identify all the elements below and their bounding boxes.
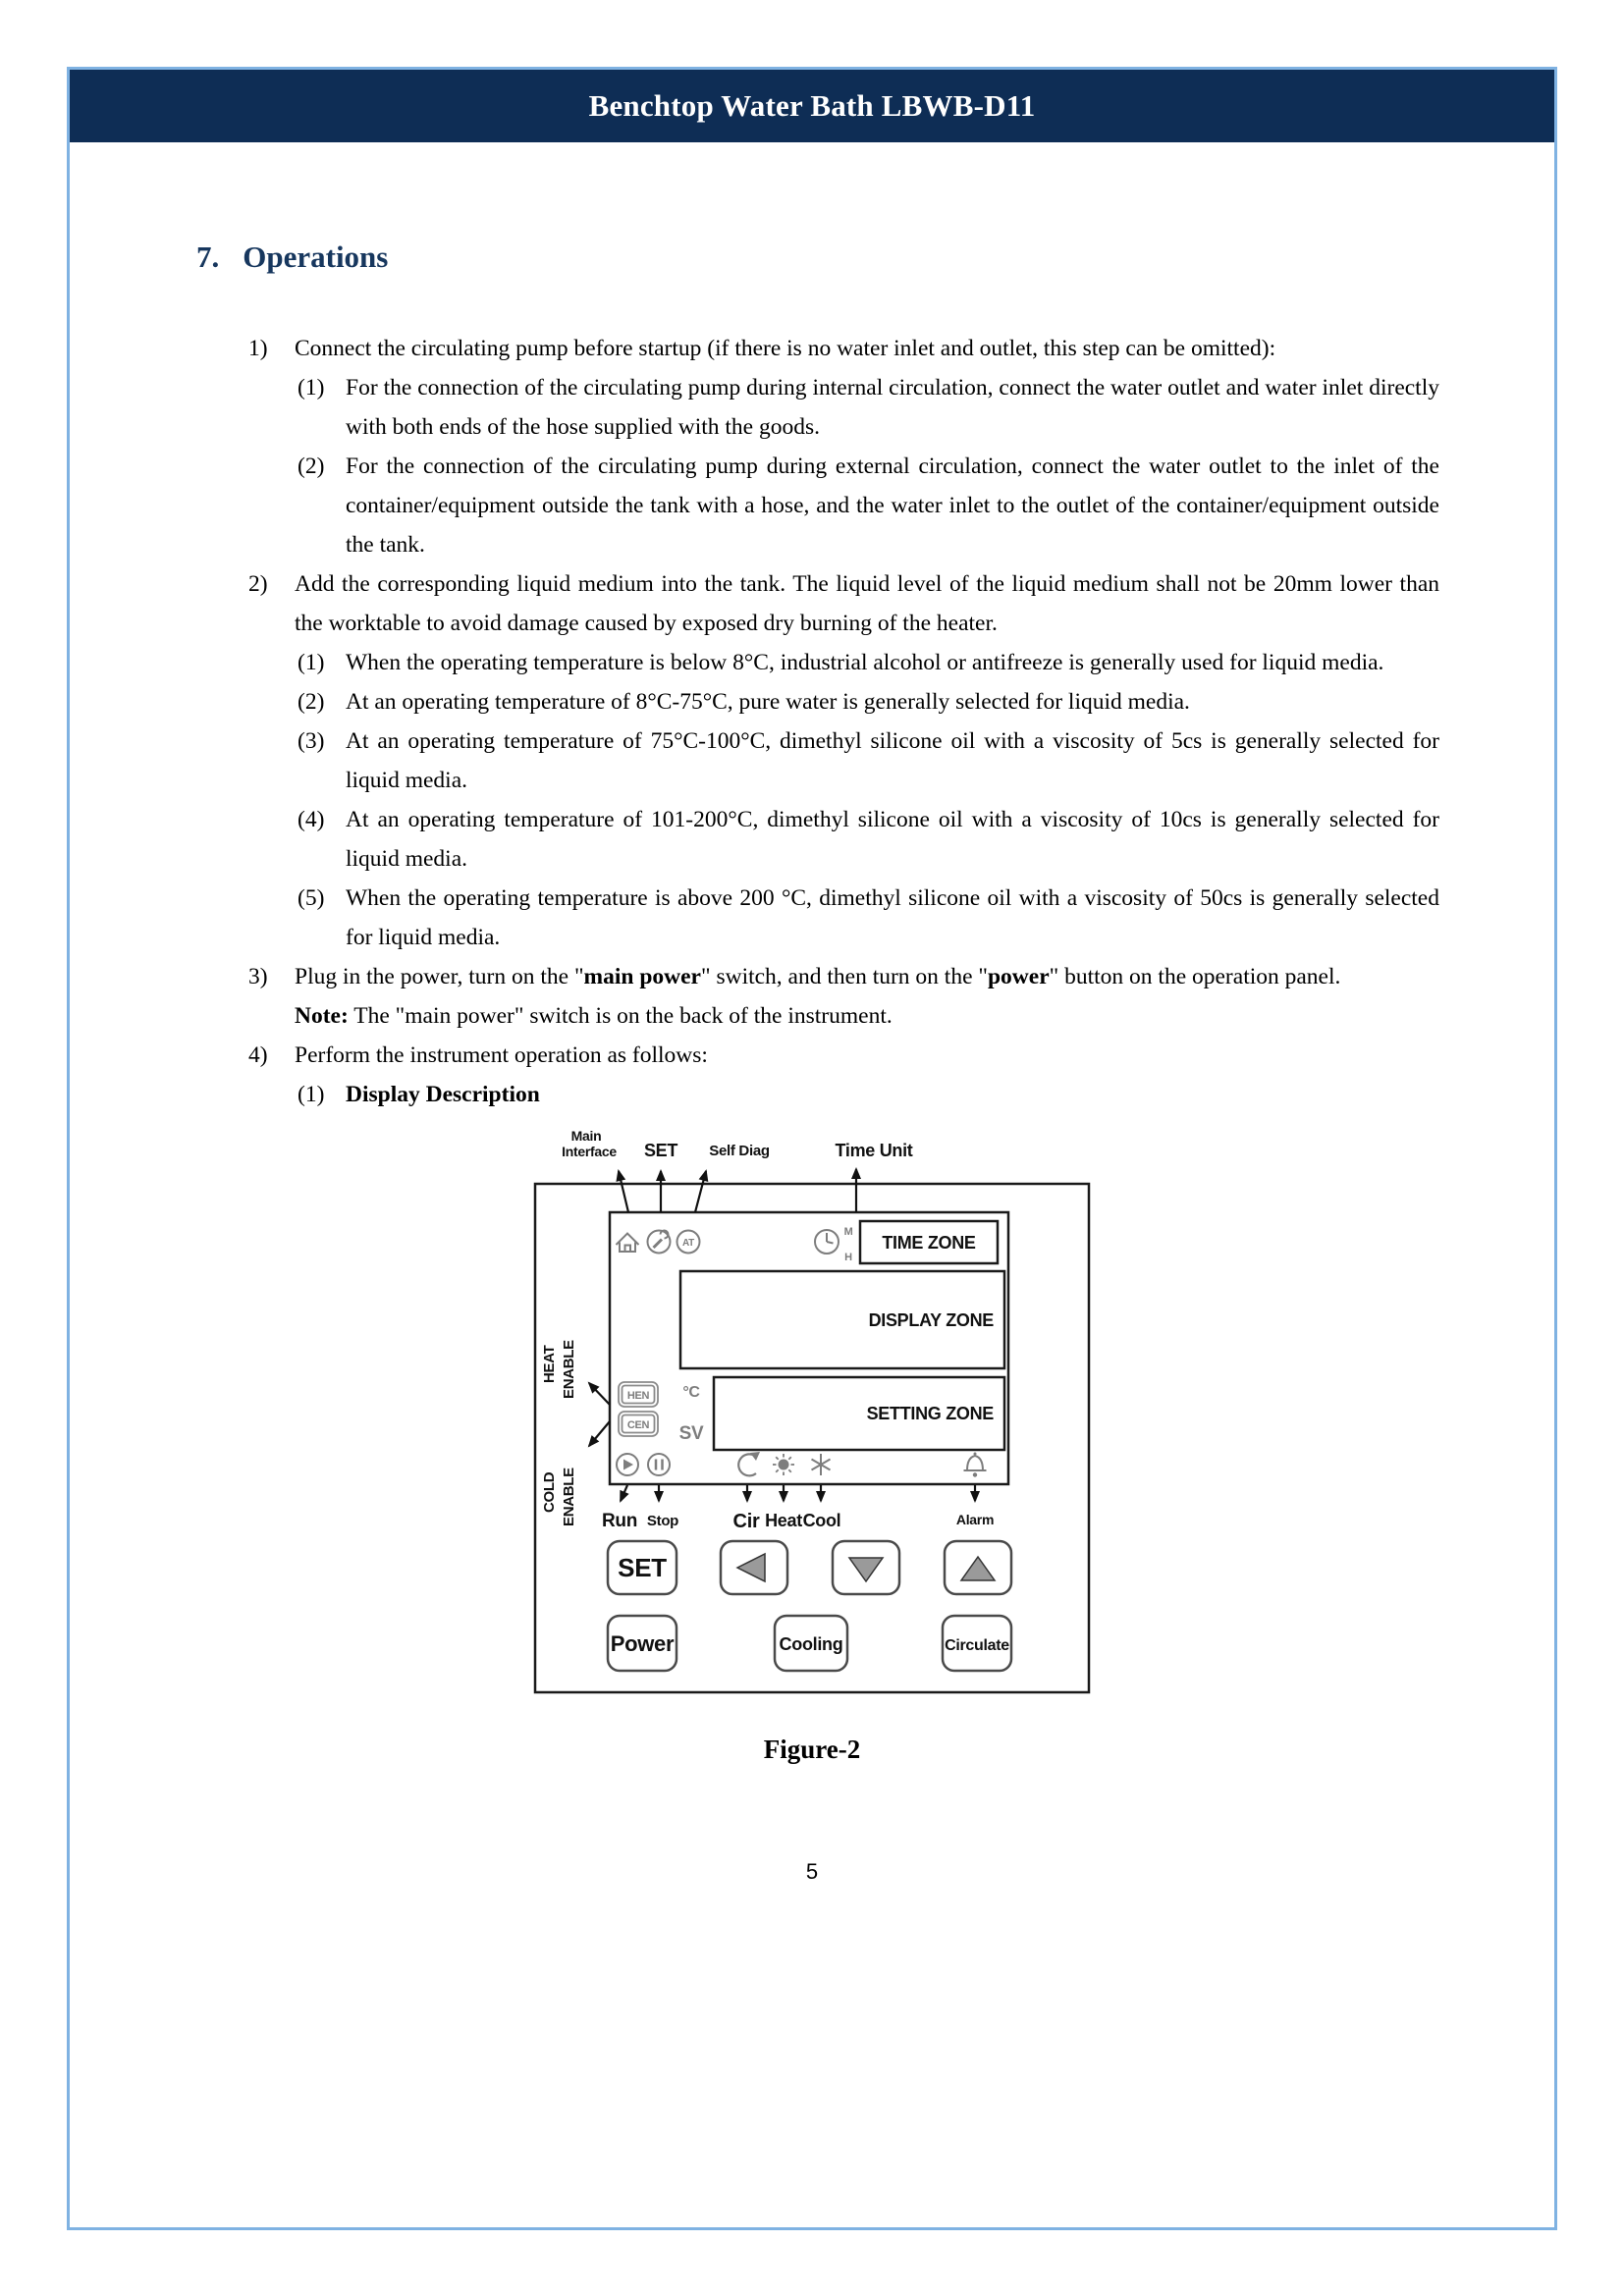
bold-text: Note:	[295, 1003, 349, 1029]
header-title: Benchtop Water Bath LBWB-D11	[588, 88, 1036, 123]
operations-list	[248, 329, 1439, 1114]
page-border-frame	[67, 67, 1557, 2230]
list-subitem	[298, 800, 1439, 879]
list-item	[248, 329, 1439, 368]
text: When the operating temperature is below 8°C, industrial alcohol or antifreeze is generally used for liquid media.	[346, 650, 1384, 675]
up-arrow-button	[945, 1541, 1011, 1594]
list-marker: (1)	[298, 1082, 325, 1107]
at-icon	[677, 1231, 700, 1254]
text: At an operating temperature of 75°C-100°C, dimethyl silicone oil with a viscosity of 5cs is generally selected for liquid media.	[346, 728, 1439, 793]
callout-arrows	[619, 1169, 856, 1212]
hen-label: HEN	[626, 1390, 650, 1402]
svg-text:ENABLE: ENABLE	[561, 1468, 577, 1526]
bold-text: main power	[583, 964, 701, 989]
svg-text:AT: AT	[682, 1238, 694, 1249]
home-icon	[617, 1234, 639, 1253]
left-arrow-button	[721, 1541, 787, 1594]
text: " button on the operation panel.	[1049, 964, 1341, 989]
alarm-label: Alarm	[955, 1512, 995, 1527]
text: Connect the circulating pump before startup (if there is no water inlet and outlet, this step can be omitted):	[295, 336, 1276, 361]
svg-text:Interface: Interface	[562, 1144, 617, 1159]
callout-set: SET	[643, 1141, 678, 1160]
circulate-button	[943, 1616, 1011, 1671]
side-label-arrows	[589, 1383, 610, 1446]
text: For the connection of the circulating pump during external circulation, connect the water outlet to the inlet of the container/equipment outside the tank with a hose, and the water inlet to the outlet of the container/equipment outside the tank.	[346, 454, 1439, 558]
circulate-icon	[738, 1452, 760, 1475]
section-heading	[196, 238, 1554, 277]
list-marker: (5)	[298, 885, 325, 911]
status-arrows	[621, 1485, 975, 1501]
sun-icon	[773, 1454, 794, 1475]
bell-icon	[964, 1453, 987, 1477]
display-panel-outline	[610, 1212, 1008, 1484]
text: For the connection of the circulating pump during internal circulation, connect the water outlet and water inlet directly with both ends of the hose supplied with the goods.	[346, 375, 1439, 440]
cold-enable-label: COLD	[541, 1471, 558, 1513]
celsius-label: °C	[682, 1384, 700, 1401]
list-subitem	[298, 879, 1439, 957]
stop-label: Stop	[646, 1513, 679, 1529]
list-subitem	[298, 368, 1439, 447]
list-marker: 1)	[248, 336, 268, 361]
figure-caption: Figure-2	[763, 1735, 861, 1764]
list-marker: (1)	[298, 375, 325, 400]
section-number: 7.	[196, 240, 220, 274]
callout-self-diag: Self Diag	[709, 1143, 770, 1159]
list-marker: (2)	[298, 689, 325, 715]
bold-text: power	[987, 964, 1050, 989]
list-marker: 3)	[248, 964, 268, 989]
snowflake-icon	[812, 1454, 831, 1475]
page-number: 5	[805, 1859, 819, 1884]
callout-time-unit: Time Unit	[835, 1141, 913, 1160]
heat-label: Heat	[765, 1511, 802, 1530]
text: When the operating temperature is above 200 °C, dimethyl silicone oil with a viscosity of 50cs is generally selected for liquid media.	[346, 885, 1439, 950]
set-button	[608, 1541, 677, 1594]
list-marker: 2)	[248, 571, 268, 597]
list-subitem	[298, 1075, 1439, 1114]
svg-text:Power: Power	[610, 1631, 675, 1656]
list-item	[248, 564, 1439, 643]
section-title: Operations	[243, 240, 389, 274]
sv-label: SV	[678, 1423, 704, 1444]
play-icon	[617, 1454, 638, 1475]
time-unit-h-label: H	[844, 1252, 852, 1263]
figure-2-diagram	[532, 1126, 1092, 1695]
list-marker: (1)	[298, 650, 325, 675]
text: At an operating temperature of 101-200°C, dimethyl silicone oil with a viscosity of 10cs is generally selected for liquid media.	[346, 807, 1439, 872]
list-marker: 4)	[248, 1042, 268, 1068]
down-arrow-button	[833, 1541, 899, 1594]
text: The "main power" switch is on the back of the instrument.	[348, 1003, 893, 1029]
heat-enable-label: HEAT	[541, 1345, 558, 1383]
display-zone-label: DISPLAY ZONE	[868, 1310, 994, 1330]
callout-main-interface: Main	[570, 1128, 602, 1144]
list-subitem	[298, 643, 1439, 682]
wrench-icon	[648, 1231, 671, 1254]
bold-text: Display Description	[346, 1082, 540, 1107]
text: Perform the instrument operation as follows:	[295, 1042, 708, 1068]
cool-label: Cool	[802, 1511, 841, 1530]
list-subitem	[298, 682, 1439, 721]
time-unit-m-label: M	[843, 1226, 853, 1238]
list-subitem	[298, 447, 1439, 564]
list-item	[248, 957, 1439, 996]
clock-icon	[815, 1230, 839, 1254]
text: Plug in the power, turn on the "	[295, 964, 584, 989]
text: At an operating temperature of 8°C-75°C, pure water is generally selected for liquid media.	[346, 689, 1190, 715]
svg-text:ENABLE: ENABLE	[561, 1340, 577, 1399]
text: Add the corresponding liquid medium into the tank. The liquid level of the liquid medium shall not be 20mm lower than the worktable to avoid damage caused by exposed dry burning of the heater.	[295, 571, 1439, 636]
list-marker: (4)	[298, 807, 325, 832]
list-marker: (3)	[298, 728, 325, 754]
text: " switch, and then turn on the "	[700, 964, 988, 989]
cir-label: Cir	[732, 1511, 760, 1532]
list-subitem	[298, 721, 1439, 800]
run-label: Run	[601, 1511, 638, 1531]
header-bar	[70, 70, 1554, 142]
power-button	[608, 1616, 677, 1671]
list-marker: (2)	[298, 454, 325, 479]
list-item	[248, 1036, 1439, 1075]
svg-text:Cooling: Cooling	[779, 1634, 843, 1654]
pause-icon	[648, 1454, 670, 1475]
svg-text:Circulate: Circulate	[945, 1637, 1009, 1654]
note-line	[295, 996, 1439, 1036]
cooling-button	[775, 1616, 847, 1671]
time-zone-label: TIME ZONE	[882, 1233, 976, 1253]
setting-zone-label: SETTING ZONE	[866, 1404, 994, 1423]
svg-text:SET: SET	[618, 1553, 667, 1582]
cen-label: CEN	[626, 1419, 650, 1431]
